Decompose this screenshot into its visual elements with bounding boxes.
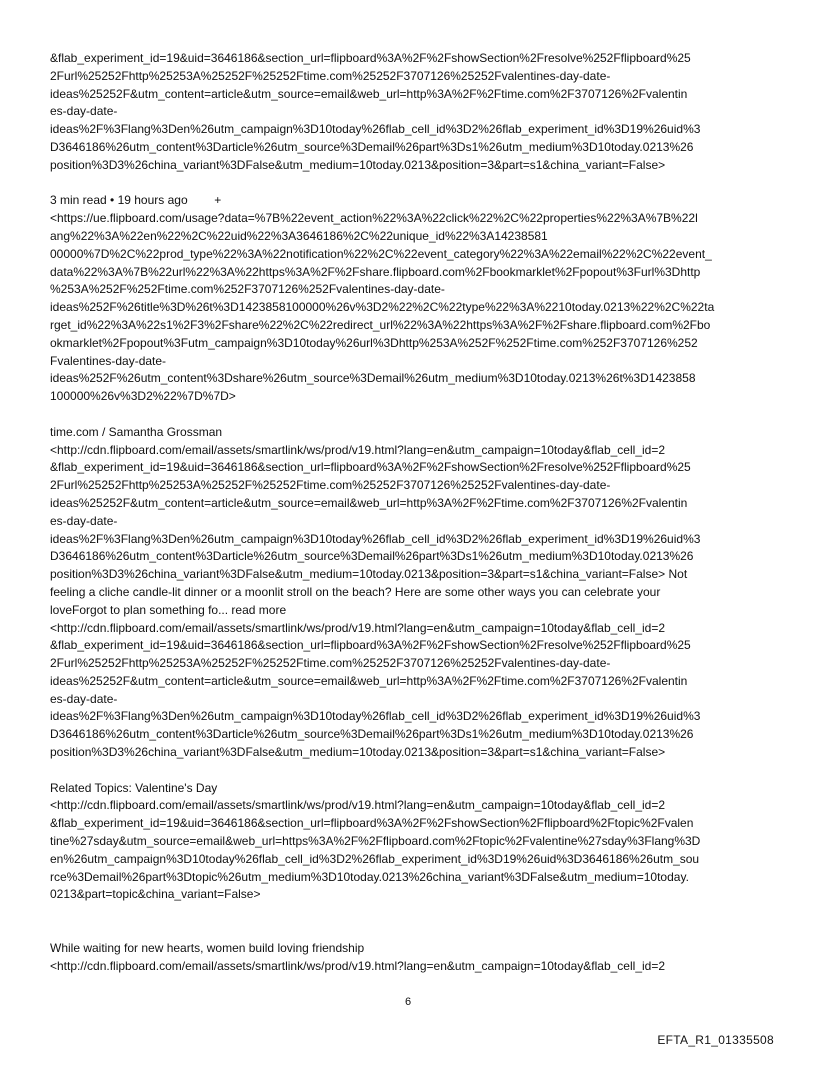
text-block-2 (50, 192, 768, 406)
text-line: ideas%2F%3Flang%3Den%26utm_campaign%3D10today%26flab_cell_id%3D2%26flab_experiment_id%3D19%26uid%3 (50, 531, 701, 546)
text-line: &flab_experiment_id=19&uid=3646186&section_url=flipboard%3A%2F%2FshowSection%2Fresolve%252Fflipboard%25 (50, 638, 691, 653)
source-byline: time.com / Samantha Grossman (50, 424, 223, 439)
text-block-4 (50, 780, 768, 905)
paragraph-gap (50, 406, 768, 424)
text-line: Fvalentines-day-date- (50, 353, 167, 368)
related-topics-line: Related Topics: Valentine's Day (50, 780, 218, 795)
text-line: &flab_experiment_id=19&uid=3646186&section_url=flipboard%3A%2F%2FshowSection%2Fflipboard%2Ftopic%2Fvalen (50, 816, 694, 831)
text-line: ideas%252F%26title%3D%26t%3D1423858100000%26v%3D2%22%2C%22type%22%3A%2210today.0213%22%2C%22ta (50, 300, 715, 315)
paragraph-gap (50, 904, 768, 940)
text-line: feeling a cliche candle-lit dinner or a moonlit stroll on the beach? Here are some other ways you can celebrate your (50, 584, 661, 599)
text-line: position%3D3%26china_variant%3DFalse&utm_medium=10today.0213&position=3&part=s1&china_variant=False> Not (50, 567, 688, 582)
text-line: <https://ue.flipboard.com/usage?data=%7B%22event_action%22%3A%22click%22%2C%22properties%22%3A%7B%22l (50, 211, 698, 226)
text-line: <http://cdn.flipboard.com/email/assets/smartlink/ws/prod/v19.html?lang=en&utm_campaign=10today&flab_cell_id=2 (50, 958, 666, 973)
text-line: D3646186%26utm_content%3Darticle%26utm_source%3Demail%26part%3Ds1%26utm_medium%3D10today.0213%26 (50, 139, 694, 154)
text-line: <http://cdn.flipboard.com/email/assets/smartlink/ws/prod/v19.html?lang=en&utm_campaign=10today&flab_cell_id=2 (50, 442, 666, 457)
text-line: rget_id%22%3A%22s1%2F3%2Fshare%22%2C%22redirect_url%22%3A%22https%3A%2F%2Fshare.flipboard.com%2Fbo (50, 317, 711, 332)
text-block-3 (50, 424, 768, 762)
text-line: position%3D3%26china_variant%3DFalse&utm_medium=10today.0213&position=3&part=s1&china_variant=False> (50, 157, 666, 172)
text-line: tine%27sday&utm_source=email&web_url=https%3A%2F%2Fflipboard.com%2Ftopic%2Fvalentine%27sday%3Flang%3D (50, 834, 701, 849)
text-line: <http://cdn.flipboard.com/email/assets/smartlink/ws/prod/v19.html?lang=en&utm_campaign=10today&flab_cell_id=2 (50, 798, 666, 813)
text-line: rce%3Demail%26part%3Dtopic%26utm_medium%3D10today.0213%26china_variant%3DFalse&utm_medium=10today. (50, 869, 689, 884)
text-line: 2Furl%25252Fhttp%25253A%25252F%25252Ftime.com%25252F3707126%25252Fvalentines-day-date- (50, 68, 611, 83)
text-line: &flab_experiment_id=19&uid=3646186&section_url=flipboard%3A%2F%2FshowSection%2Fresolve%252Fflipboard%25 (50, 51, 691, 65)
text-block-1 (50, 50, 768, 175)
document-id-footer: EFTA_R1_01335508 (657, 1033, 774, 1047)
text-line: 100000%26v%3D2%22%7D%7D> (50, 389, 236, 404)
text-line: ideas%25252F&utm_content=article&utm_source=email&web_url=http%3A%2F%2Ftime.com%2F3707126%2Fvalentin (50, 86, 688, 101)
text-line: <http://cdn.flipboard.com/email/assets/smartlink/ws/prod/v19.html?lang=en&utm_campaign=10today&flab_cell_id=2 (50, 620, 666, 635)
text-line: D3646186%26utm_content%3Darticle%26utm_source%3Demail%26part%3Ds1%26utm_medium%3D10today.0213%26 (50, 549, 694, 564)
text-line: es-day-date- (50, 104, 118, 119)
text-line: position%3D3%26china_variant%3DFalse&utm_medium=10today.0213&position=3&part=s1&china_variant=False> (50, 745, 666, 760)
text-line: D3646186%26utm_content%3Darticle%26utm_source%3Demail%26part%3Ds1%26utm_medium%3D10today.0213%26 (50, 727, 694, 742)
text-line: okmarklet%2Fpopout%3Futm_campaign%3D10today%26url%3Dhttp%253A%252F%252Ftime.com%252F3707126%252 (50, 335, 698, 350)
text-line: en%26utm_campaign%3D10today%26flab_cell_id%3D2%26flab_experiment_id%3D19%26uid%3D3646186%26utm_sou (50, 851, 700, 866)
text-line: loveForgot to plan something fo... read more (50, 602, 287, 617)
text-line: 0213&part=topic&china_variant=False> (50, 887, 261, 902)
text-line: data%22%3A%7B%22url%22%3A%22https%3A%2F%2Fshare.flipboard.com%2Fbookmarklet%2Fpopout%3Furl%3Dhttp (50, 264, 701, 279)
text-line: ideas%25252F&utm_content=article&utm_source=email&web_url=http%3A%2F%2Ftime.com%2F3707126%2Fvalentin (50, 673, 688, 688)
text-line: ideas%2F%3Flang%3Den%26utm_campaign%3D10today%26flab_cell_id%3D2%26flab_experiment_id%3D19%26uid%3 (50, 709, 701, 724)
text-line: ideas%252F%26utm_content%3Dshare%26utm_source%3Demail%26utm_medium%3D10today.0213%26t%3D1423858 (50, 371, 696, 386)
text-line: &flab_experiment_id=19&uid=3646186&section_url=flipboard%3A%2F%2FshowSection%2Fresolve%252Fflipboard%25 (50, 460, 691, 475)
text-line: 00000%7D%2C%22prod_type%22%3A%22notification%22%2C%22event_category%22%3A%22email%22%2C%22event_ (50, 246, 712, 261)
text-line: 2Furl%25252Fhttp%25253A%25252F%25252Ftime.com%25252F3707126%25252Fvalentines-day-date- (50, 656, 611, 671)
read-time-line: 3 min read • 19 hours ago + (50, 193, 222, 208)
page-number: 6 (404, 996, 412, 1008)
text-line: %253A%252F%252Ftime.com%252F3707126%252Fvalentines-day-date- (50, 282, 445, 297)
paragraph-gap (50, 762, 768, 780)
text-line: ang%22%3A%22en%22%2C%22uid%22%3A3646186%2C%22unique_id%22%3A14238581 (50, 228, 548, 243)
document-body (50, 50, 768, 975)
paragraph-gap (50, 175, 768, 193)
text-line: ideas%25252F&utm_content=article&utm_source=email&web_url=http%3A%2F%2Ftime.com%2F3707126%2Fvalentin (50, 495, 688, 510)
text-line: es-day-date- (50, 691, 118, 706)
text-line: ideas%2F%3Flang%3Den%26utm_campaign%3D10today%26flab_cell_id%3D2%26flab_experiment_id%3D19%26uid%3 (50, 122, 701, 137)
text-line: es-day-date- (50, 513, 118, 528)
article-headline: While waiting for new hearts, women build loving friendship (50, 940, 365, 955)
text-line: 2Furl%25252Fhttp%25253A%25252F%25252Ftime.com%25252F3707126%25252Fvalentines-day-date- (50, 478, 611, 493)
text-block-5 (50, 940, 768, 976)
